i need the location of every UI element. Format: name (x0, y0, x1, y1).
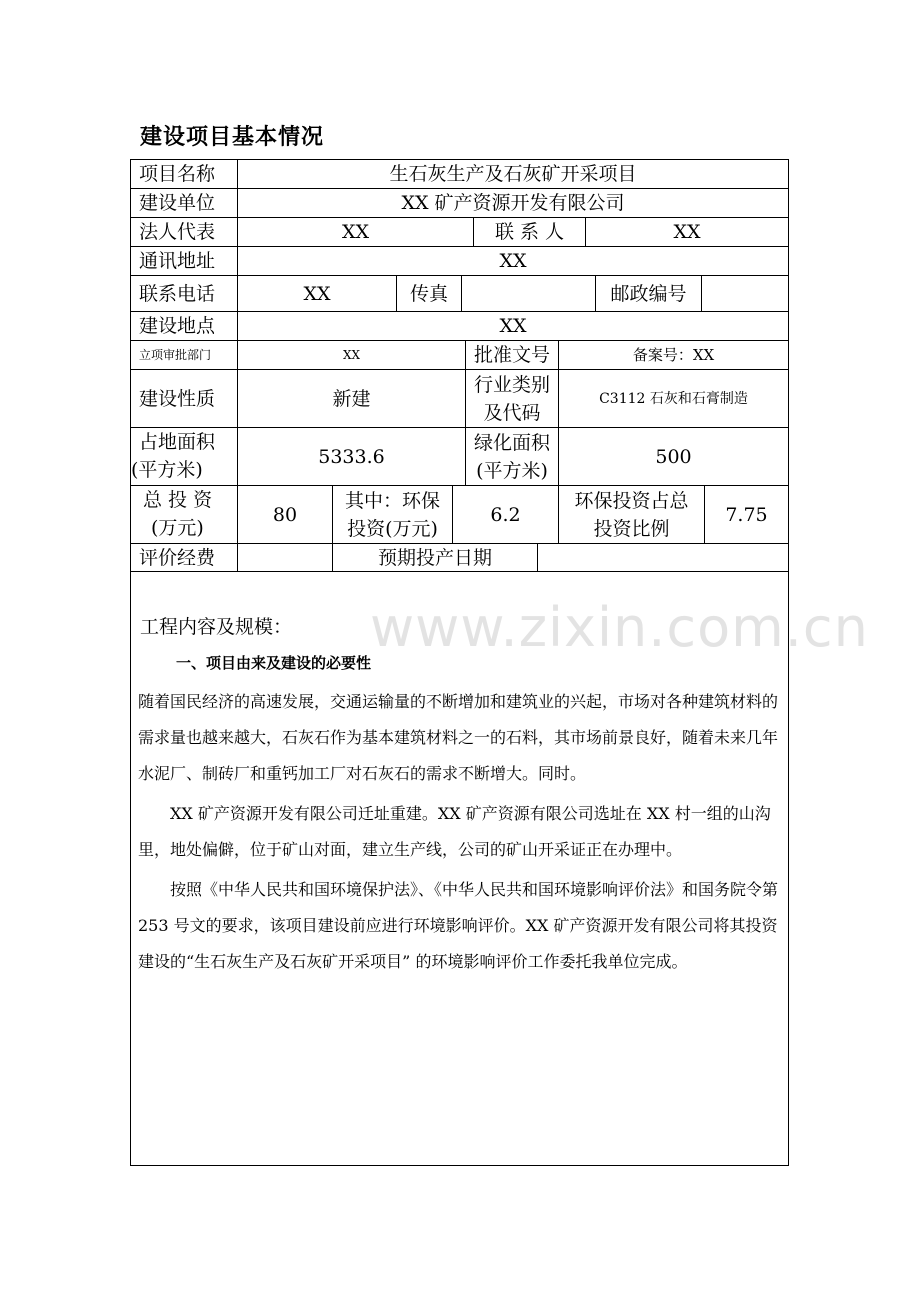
approval-dept-label: 立项审批部门 (131, 341, 238, 370)
area-label (131, 428, 238, 486)
project-name-value: 生石灰生产及石灰矿开采项目 (238, 160, 788, 189)
paragraph-1: 随着国民经济的高速发展，交通运输量的不断增加和建筑业的兴起，市场对各种建筑材料的需求量也越来越大，石灰石作为基本建筑材料之一的石料，其市场前景良好，随着未来几年水泥厂、制砖厂和重钙加工厂对石灰石的需求不断增大。同时。 (138, 692, 779, 783)
start-date-value (538, 544, 788, 572)
approval-no-value: 备案号：XX (559, 341, 788, 370)
section-subheading: 一、项目由来及建设的必要性 (176, 654, 372, 672)
section-heading: 工程内容及规模： (140, 616, 293, 638)
postcode-label: 邮政编号 (596, 276, 702, 312)
phone-label: 联系电话 (131, 276, 238, 312)
watermark: www.zixin.com.cn (370, 596, 869, 659)
address-value: XX (238, 247, 788, 276)
project-name-label: 项目名称 (131, 160, 238, 189)
env-invest-label-line1: 其中：环保 (344, 489, 440, 512)
approval-dept-value: XX (238, 341, 466, 370)
postcode-value (702, 276, 788, 312)
section-body (138, 684, 783, 980)
industry-label-line1: 行业类别 (473, 373, 550, 396)
green-value: 500 (559, 428, 788, 486)
green-label (466, 428, 559, 486)
industry-label (466, 370, 559, 428)
phone-value: XX (238, 276, 397, 312)
start-date-label: 预期投产日期 (333, 544, 538, 572)
invest-value: 80 (238, 486, 333, 544)
env-ratio-value: 7.75 (705, 486, 788, 544)
invest-label-line2: (万元) (151, 517, 204, 539)
paragraph-2: XX 矿产资源开发有限公司迁址重建。XX 矿产资源有限公司选址在 XX 村一组的山沟里，地处偏僻，位于矿山对面，建立生产线，公司的矿山开采证正在办理中。 (138, 804, 771, 859)
legal-rep-value: XX (238, 218, 474, 247)
green-label-line1: 绿化面积 (473, 431, 550, 454)
site-value: XX (238, 312, 788, 341)
paragraph-3: 按照《中华人民共和国环境保护法》、《中华人民共和国环境影响评价法》和国务院令第 253 号文的要求，该项目建设前应进行环境影响评价。XX 矿产资源开发有限公司将其投资建设的“生石灰生产及石灰矿开采项目” 的环境影响评价工作委托我单位完成。 (138, 880, 779, 971)
area-label-line1: 占地面积 (139, 431, 216, 453)
env-invest-label (333, 486, 453, 544)
unit-label: 建设单位 (131, 189, 238, 218)
env-ratio-label-line2: 投资比例 (593, 517, 670, 540)
site-label: 建设地点 (131, 312, 238, 341)
legal-rep-label: 法人代表 (131, 218, 238, 247)
page-title: 建设项目基本情况 (140, 125, 325, 150)
fee-label: 评价经费 (131, 544, 238, 572)
nature-value: 新建 (238, 370, 466, 428)
contact-value: XX (586, 218, 788, 247)
area-label-line2: (平方米) (131, 459, 203, 481)
fax-value (462, 276, 596, 312)
env-ratio-label-line1: 环保投资占总 (574, 489, 689, 512)
green-label-line2: (平方米) (476, 459, 548, 482)
address-label: 通讯地址 (131, 247, 238, 276)
env-invest-label-line2: 投资(万元) (347, 517, 438, 540)
env-ratio-label (559, 486, 705, 544)
unit-value: XX 矿产资源开发有限公司 (238, 189, 788, 218)
area-value: 5333.6 (238, 428, 466, 486)
fee-value (238, 544, 333, 572)
industry-value: C3112 石灰和石膏制造 (559, 370, 788, 428)
invest-label-line1: 总 投 资 (143, 489, 213, 511)
env-invest-value: 6.2 (453, 486, 559, 544)
industry-label-line2: 及代码 (483, 401, 541, 424)
contact-label: 联 系 人 (474, 218, 586, 247)
nature-label: 建设性质 (131, 370, 238, 428)
approval-no-label: 批准文号 (466, 341, 559, 370)
invest-label (131, 486, 238, 544)
fax-label: 传真 (397, 276, 462, 312)
